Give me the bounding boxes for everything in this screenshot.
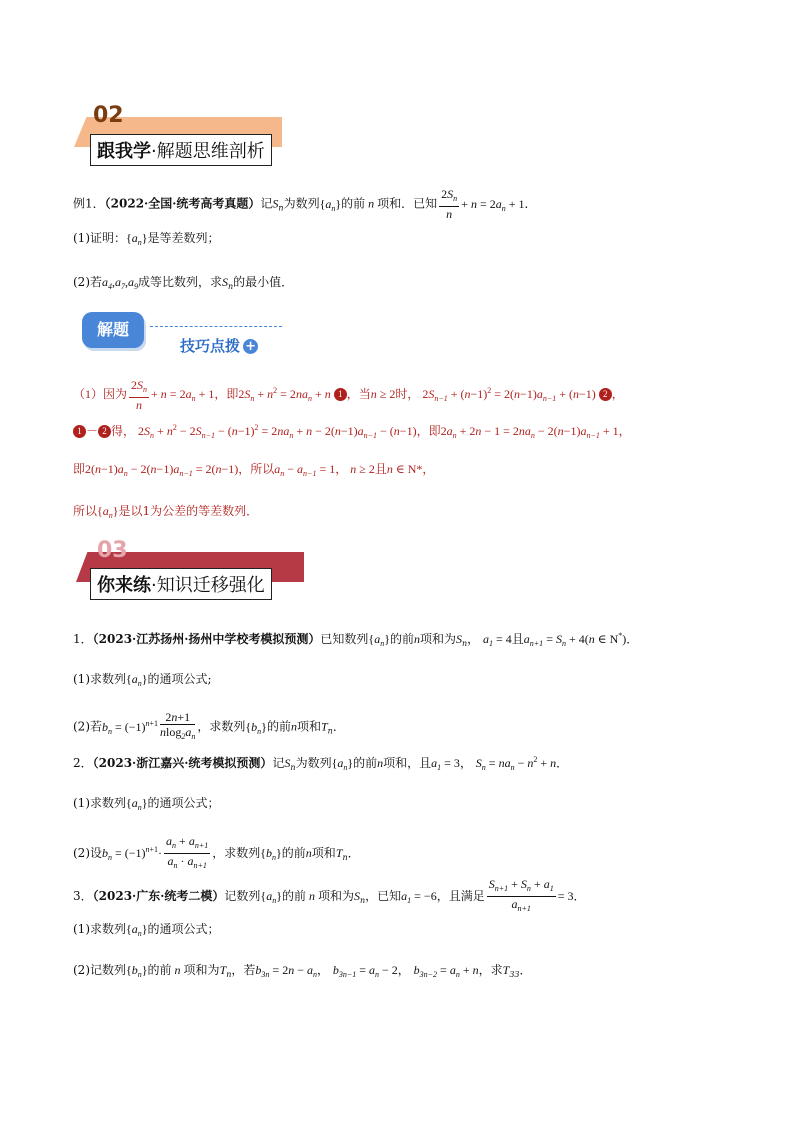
solution-line-4: 所以$\{a_n\}$是以1为公差的等差数列． (73, 504, 259, 520)
problem-2-part-1: (1)求数列$\{a_n\}$的通项公式； (73, 796, 220, 812)
section-02-title: 跟我学·解题思维剖析 (90, 134, 272, 166)
solution-line-1: （1）因为 $\frac{2S_n}{n}$ + $n = 2a_n + 1$，即$2S_n + n^2 = 2na_n + n$ 1 ，当n ≥ 2时， $2S_{n-1} + (n-1)^2 = 2(n-1)a_{n-1} + (n-1)$ 2 ， (73, 378, 624, 412)
example-1-part-1: (1)证明：$\{a_n\}$是等差数列； (73, 231, 220, 247)
solution-line-3: 即$2(n-1)a_n - 2(n-1)a_{n-1} = 2(n-1)$，所以$a_n - a_{n-1} = 1$， n ≥ 2且n ∈ N*， (73, 462, 435, 478)
problem-2-part-2: (2)设$b_n = (-1)^{n+1}\cdot$ $\frac{a_n + a_{n+1}}{a_n \cdot a_{n+1}}$ ，求数列$\{b_n\}$的前n项和$T_n$． (73, 834, 360, 870)
problem-1-part-1: (1)求数列$\{a_n\}$的通项公式; (73, 672, 212, 688)
tip-label: 技巧点拨 + (180, 335, 258, 356)
example-1-part-2: (2)若$a_4,a_7,a_9$成等比数列，求$S_n$的最小值． (73, 275, 294, 291)
section-03-title: 你来练·知识迁移强化 (90, 568, 272, 600)
plus-circle-icon: + (243, 339, 258, 354)
solution-line-2: 1 － 2 得， $2S_n + n^2 - 2S_{n-1} - (n-1)^2 = 2na_n + n - 2(n-1)a_{n-1} - (n-1)$，即$2a_n + 2n - 1 = 2na_n - 2(n-1)a_{n-1} + 1$， (73, 419, 631, 445)
problem-3-stem: 3．（2023·广东·统考二模）记数列$\{a_n\}$的前 n 项和为$S_n$，已知$a_1 = -6$，且满足 $\frac{S_{n+1} + S_n + a_1}{a_{n+1}}$ = 3． (73, 877, 586, 913)
problem-2-stem: 2．（2023·浙江嘉兴·统考模拟预测）记$S_n$为数列$\{a_n\}$的前n项和，且$a_1 = 3$， $S_n = na_n - n^2 + n$． (73, 755, 569, 772)
solution-badge: 解题 (82, 312, 144, 348)
problem-3-part-2: (2)记数列$\{b_n\}$的前 n 项和为$T_n$，若$b_{3n} = 2n - a_n$， $b_{3n-1} = a_n - 2$， $b_{3n-2} = a_n + n$，求$T_{33}$． (73, 963, 532, 979)
section-02-number: 02 (93, 103, 124, 128)
section-03-number: 03 (97, 538, 128, 563)
problem-1-part-2: (2)若$b_n = (-1)^{n+1}$ $\frac{2n+1}{nlog_2a_n}$ ，求数列$\{b_n\}$的前n项和$T_n$． (73, 710, 345, 741)
example-1-stem: 例1．（2022·全国·统考高考真题）记$S_n$为数列$\{a_n\}$的前 n 项和．已知 $\frac{2S_n}{n}$ + $n = 2a_n + 1$． (73, 187, 537, 221)
problem-3-part-1: (1)求数列$\{a_n\}$的通项公式； (73, 922, 220, 938)
problem-1-stem: 1．（2023·江苏扬州·扬州中学校考模拟预测）已知数列$\{a_n\}$的前n项和为$S_n$， $a_1 = 4$且$a_{n+1} = S_n + 4(n$ ∈ N*)． (73, 631, 639, 648)
tip-divider (150, 326, 282, 327)
